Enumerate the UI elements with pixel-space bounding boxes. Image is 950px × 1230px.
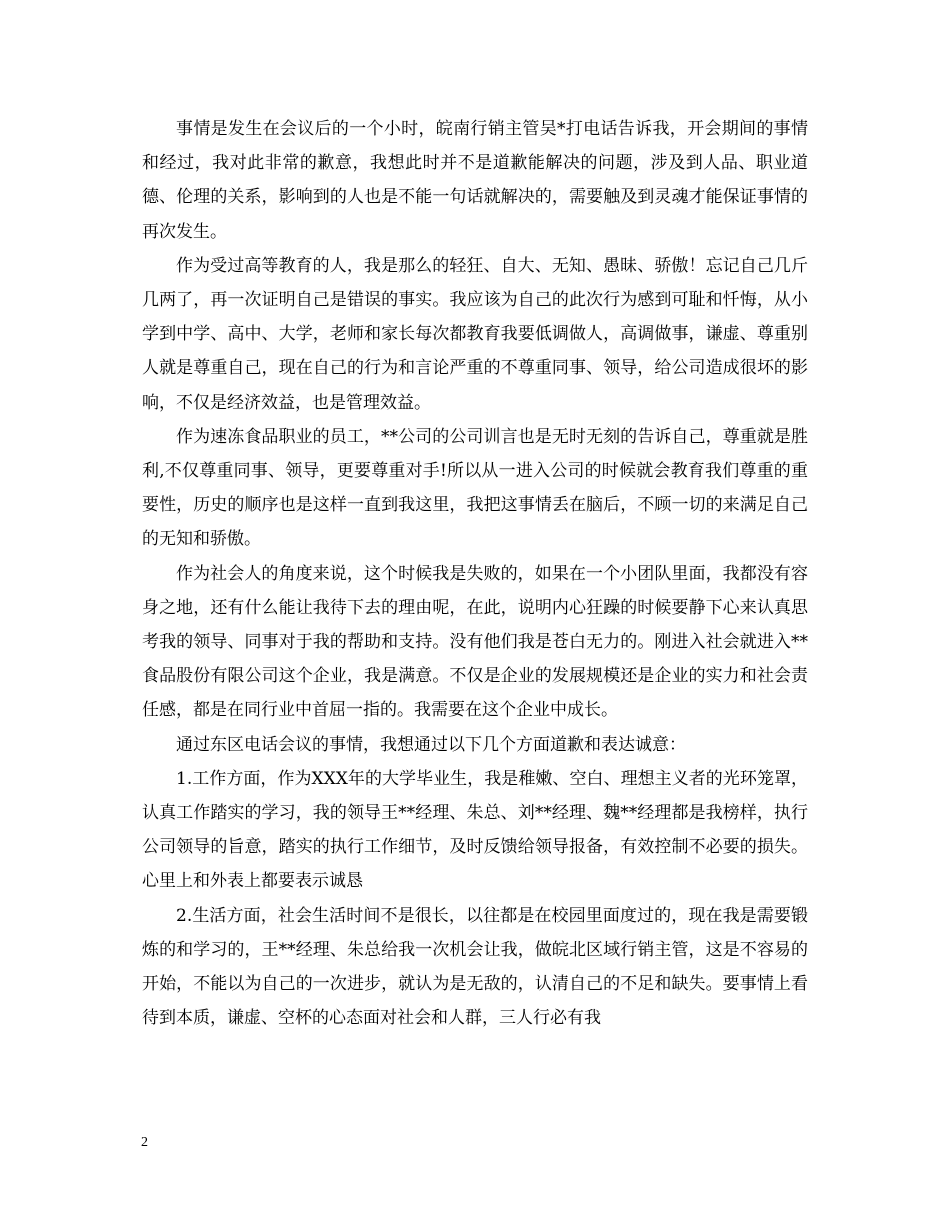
paragraph-3: 作为速冻食品职业的员工，**公司的公司训言也是无时无刻的告诉自己，尊重就是胜利,不仅尊重同事、领导，更要尊重对手!所以从一进入公司的时候就会教育我们尊重的重要性，历史的顺序也是这样一直到我这里，我把这事情丢在脑后，不顾一切的来满足自己的无知和骄傲。 <box>142 426 808 550</box>
document-body <box>142 112 808 1035</box>
paragraph-4: 作为社会人的角度来说，这个时候我是失败的，如果在一个小团队里面，我都没有容身之地，还有什么能让我待下去的理由呢，在此，说明内心狂躁的时候要静下心来认真思考我的领导、同事对于我的帮助和支持。没有他们我是苍白无力的。刚进入社会就进入**食品股份有限公司这个企业，我是满意。不仅是企业的发展规模还是企业的实力和社会责任感，都是在同行业中首屈一指的。我需要在这个企业中成长。 <box>142 563 808 721</box>
paragraph-1: 事情是发生在会议后的一个小时，皖南行销主管吴*打电话告诉我，开会期间的事情和经过，我对此非常的歉意，我想此时并不是道歉能解决的问题，涉及到人品、职业道德、伦理的关系，影响到的人也是不能一句话就解决的，需要触及到灵魂才能保证事情的再次发生。 <box>142 119 808 242</box>
paragraph-2: 作为受过高等教育的人，我是那么的轻狂、自大、无知、愚昧、骄傲！忘记自己几斤几两了，再一次证明自己是错误的事实。我应该为自己的此次行为感到可耻和忏悔，从小学到中学、高中、大学，老师和家长每次都教育我要低调做人，高调做事，谦虚、尊重别人就是尊重自己，现在自己的行为和言论严重的不尊重同事、领导，给公司造成很坏的影响，不仅是经济效益，也是管理效益。 <box>142 255 808 413</box>
paragraph-5: 通过东区电话会议的事情，我想通过以下几个方面道歉和表达诚意： <box>176 734 686 755</box>
paragraph-6: 1.工作方面，作为XXX年的大学毕业生，我是稚嫩、空白、理想主义者的光环笼罩，认真工作踏实的学习，我的领导王**经理、朱总、刘**经理、魏**经理都是我榜样，执行公司领导的旨意，踏实的执行工作细节，及时反馈给领导报备，有效控制不必要的损失。心里上和外表上都要表示诚恳 <box>142 768 808 892</box>
paragraph-7: 2.生活方面，社会生活时间不是很长，以往都是在校园里面度过的，现在我是需要锻炼的和学习的，王**经理、朱总给我一次机会让我，做皖北区域行销主管，这是不容易的开始，不能以为自己的一次进步，就认为是无敌的，认清自己的不足和缺失。要事情上看待到本质，谦虚、空杯的心态面对社会和人群，三人行必有我 <box>142 905 808 1029</box>
page-number: 2 <box>141 1135 148 1150</box>
